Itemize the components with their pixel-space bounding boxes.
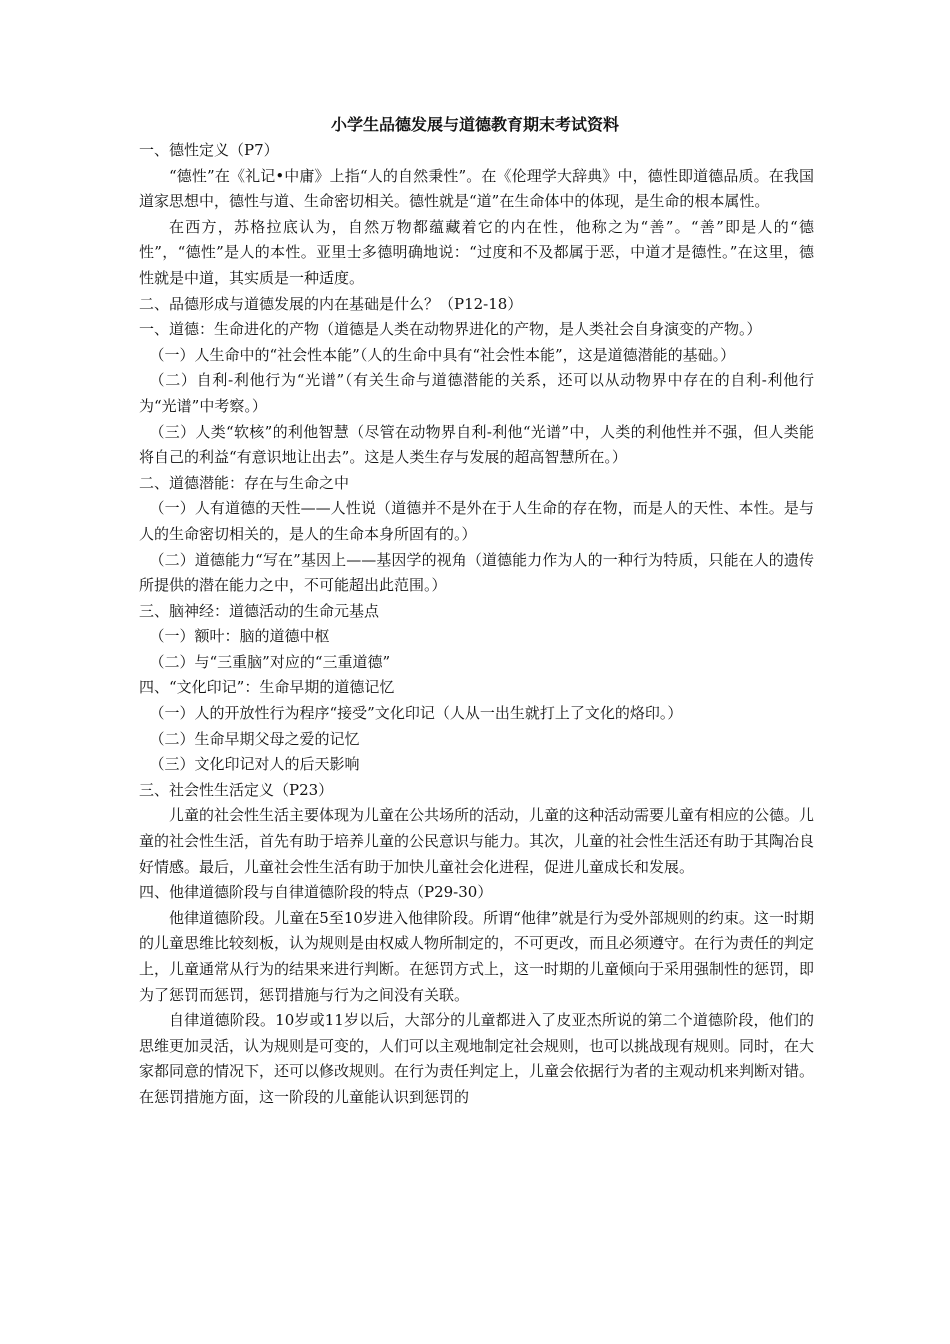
subsection-heading: 一、道德：生命进化的产物（道德是人类在动物界进化的产物，是人类社会自身演变的产物。） xyxy=(139,320,762,339)
list-item: （二）自利-利他行为“光谱”（有关生命与道德潜能的关系，还可以从动物界中存在的自利-利他行为“光谱”中考察。） xyxy=(139,371,814,415)
list-item: （三）人类“软核”的利他智慧（尽管在动物界自利-利他“光谱”中，人类的利他性并不强，但人类能将自己的利益“有意识地让出去”。这是人类生存与发展的超高智慧所在。） xyxy=(139,422,814,467)
section-heading: 一、德性定义（P7） xyxy=(139,141,279,159)
paragraph: 在西方，苏格拉底认为，自然万物都蕴藏着它的内在性，他称之为“善”。“善”即是人的“德性”，“德性”是人的本性。亚里士多德明确地说：“过度和不及都属于恶，中道才是德性。”在这里，德性就是中道，其实质是一种适度。 xyxy=(139,217,814,287)
subsection-heading: 三、脑神经：道德活动的生命元基点 xyxy=(139,601,380,620)
subsection-heading: 四、“文化印记”：生命早期的道德记忆 xyxy=(139,678,395,697)
section-heading: 三、社会性生活定义（P23） xyxy=(139,780,334,799)
paragraph: 自律道德阶段。10岁或11岁以后，大部分的儿童都进入了皮亚杰所说的第二个道德阶段，他们的思维更加灵活，认为规则是可变的，人们可以主观地制定社会规则，也可以挑战现有规则。同时，在大家都同意的情况下，还可以修改规则。在行为责任判定上，儿童会依据行为者的主观动机来判断对错。在惩罚措施方面，这一阶段的儿童能认识到惩罚的 xyxy=(139,1011,815,1106)
section-heading: 四、他律道德阶段与自律道德阶段的特点（P29-30） xyxy=(139,883,493,902)
list-item: （二）生命早期父母之爱的记忆 xyxy=(149,729,360,748)
list-item: （一）人有道德的天性——人性说（道德并不是外在于人生命的存在物，而是人的天性、本性。是与人的生命密切相关的，是人的生命本身所固有的。） xyxy=(139,499,814,543)
list-item: （三）文化印记对人的后天影响 xyxy=(149,755,360,774)
list-item: （一）额叶：脑的道德中枢 xyxy=(149,627,330,646)
document-body xyxy=(139,138,814,1111)
list-item: （二）道德能力“写在”基因上——基因学的视角（道德能力作为人的一种行为特质，只能在人的遗传所提供的潜在能力之中，不可能超出此范围。） xyxy=(139,550,814,595)
paragraph: 他律道德阶段。儿童在5至10岁进入他律阶段。所谓“他律”就是行为受外部规则的约束。这一时期的儿童思维比较刻板，认为规则是由权威人物所制定的，不可更改，而且必须遵守。在行为责任的判定上，儿童通常从行为的结果来进行判断。在惩罚方式上，这一时期的儿童倾向于采用强制性的惩罚，即为了惩罚而惩罚，惩罚措施与行为之间没有关联。 xyxy=(139,908,815,1004)
section-heading: 二、品德形成与道德发展的内在基础是什么？（P12-18） xyxy=(139,294,523,313)
subsection-heading: 二、道德潜能：存在与生命之中 xyxy=(139,473,350,492)
paragraph: “德性”在《礼记•中庸》上指“人的自然秉性”。在《伦理学大辞典》中，德性即道德品质。在我国道家思想中，德性与道、生命密切相关。德性就是“道”在生命体中的体现，是生命的根本属性。 xyxy=(139,166,814,211)
list-item: （二）与“三重脑”对应的“三重道德” xyxy=(149,652,391,671)
list-item: （一）人的开放性行为程序“接受”文化印记（人从一出生就打上了文化的烙印。） xyxy=(149,704,683,723)
document-title: 小学生品德发展与道德教育期末考试资料 xyxy=(330,115,619,134)
paragraph: 儿童的社会性生活主要体现为儿童在公共场所的活动，儿童的这种活动需要儿童有相应的公德。儿童的社会性生活，首先有助于培养儿童的公民意识与能力。其次，儿童的社会性生活还有助于其陶冶良好情感。最后，儿童社会性生活有助于加快儿童社会化进程，促进儿童成长和发展。 xyxy=(139,806,815,876)
list-item: （一）人生命中的“社会性本能”（人的生命中具有“社会性本能”，这是道德潜能的基础。） xyxy=(149,345,736,364)
